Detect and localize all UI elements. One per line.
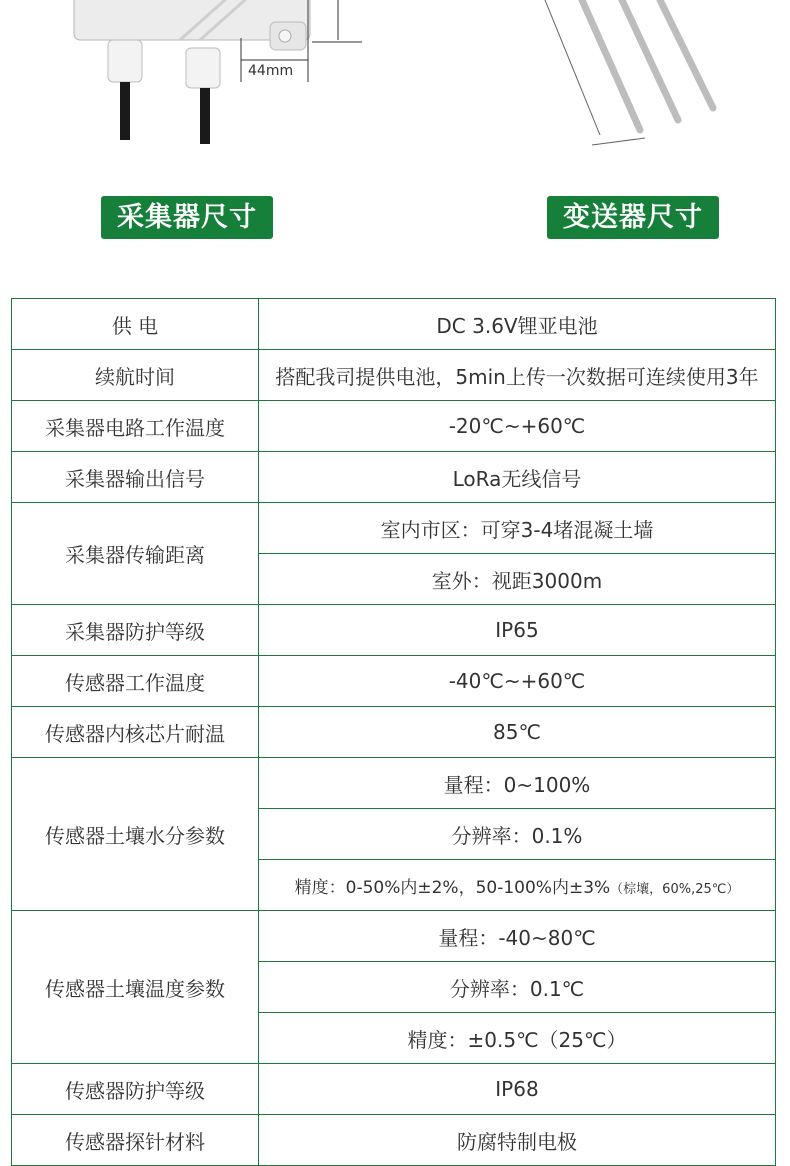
spec-key: 传感器土壤水分参数 bbox=[12, 758, 259, 911]
spec-value: 室外：视距3000m bbox=[259, 554, 776, 605]
spec-value: IP68 bbox=[259, 1064, 776, 1115]
spec-key: 采集器输出信号 bbox=[12, 452, 259, 503]
table-row bbox=[12, 656, 776, 707]
spec-key: 供 电 bbox=[12, 299, 259, 350]
table-row bbox=[12, 758, 776, 809]
cable-gland-right bbox=[186, 48, 220, 88]
table-row bbox=[12, 401, 776, 452]
spec-table bbox=[11, 298, 776, 1166]
collector-size-title: 采集器尺寸 bbox=[101, 196, 273, 239]
table-row bbox=[12, 1115, 776, 1166]
accuracy-text: 精度：0-50%内±2%，50-100%内±3% bbox=[294, 877, 611, 898]
dimension-label: 44mm bbox=[248, 63, 294, 79]
spec-key: 传感器土壤温度参数 bbox=[12, 911, 259, 1064]
table-row bbox=[12, 452, 776, 503]
table-row bbox=[12, 299, 776, 350]
spec-value: -40℃~+60℃ bbox=[259, 656, 776, 707]
spec-key: 采集器传输距离 bbox=[12, 503, 259, 605]
table-row bbox=[12, 707, 776, 758]
spec-value: 防腐特制电极 bbox=[259, 1115, 776, 1166]
spec-key: 采集器电路工作温度 bbox=[12, 401, 259, 452]
spec-key: 采集器防护等级 bbox=[12, 605, 259, 656]
dimension-diagram-area bbox=[0, 0, 790, 270]
table-row bbox=[12, 503, 776, 554]
table-row bbox=[12, 1064, 776, 1115]
cable-left bbox=[120, 82, 130, 140]
spec-value: DC 3.6V锂亚电池 bbox=[259, 299, 776, 350]
spec-value: 室内市区：可穿3-4堵混凝土墙 bbox=[259, 503, 776, 554]
spec-key: 传感器探针材料 bbox=[12, 1115, 259, 1166]
spec-value: LoRa无线信号 bbox=[259, 452, 776, 503]
spec-value-accuracy bbox=[259, 860, 776, 911]
spec-key: 传感器内核芯片耐温 bbox=[12, 707, 259, 758]
accuracy-note: （棕壤，60%,25℃） bbox=[610, 881, 740, 897]
spec-value: 85℃ bbox=[259, 707, 776, 758]
spec-value: 分辨率：0.1℃ bbox=[259, 962, 776, 1013]
spec-value: 量程：0~100% bbox=[259, 758, 776, 809]
spec-key: 传感器防护等级 bbox=[12, 1064, 259, 1115]
table-row bbox=[12, 605, 776, 656]
spec-key: 传感器工作温度 bbox=[12, 656, 259, 707]
transmitter-size-title: 变送器尺寸 bbox=[547, 196, 719, 239]
spec-value: 分辨率：0.1% bbox=[259, 809, 776, 860]
spec-value: IP65 bbox=[259, 605, 776, 656]
cable-gland-left bbox=[108, 40, 142, 82]
spec-value: 精度：±0.5℃（25℃） bbox=[259, 1013, 776, 1064]
spec-value: 搭配我司提供电池，5min上传一次数据可连续使用3年 bbox=[259, 350, 776, 401]
spec-value: -20℃~+60℃ bbox=[259, 401, 776, 452]
table-row bbox=[12, 350, 776, 401]
table-row bbox=[12, 911, 776, 962]
spec-key: 续航时间 bbox=[12, 350, 259, 401]
cable-right bbox=[200, 88, 210, 144]
spec-value: 量程：-40~80℃ bbox=[259, 911, 776, 962]
